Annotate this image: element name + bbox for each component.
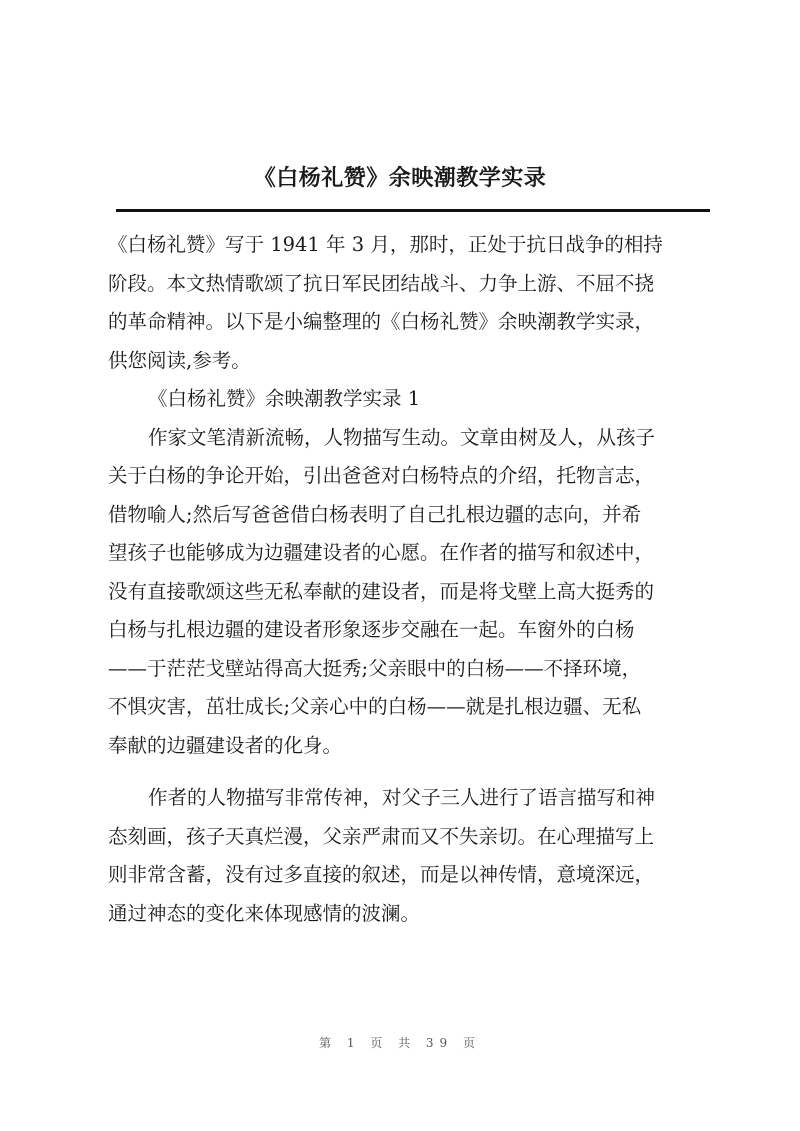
- title-divider: [116, 209, 710, 212]
- text-line: 不惧灾害，茁壮成长;父亲心中的白杨——就是扎根边疆、无私: [108, 695, 642, 718]
- text-line: ——于茫茫戈壁站得高大挺秀;父亲眼中的白杨——不择环境，: [108, 656, 642, 680]
- section-heading: 《白杨礼赞》余映潮教学实录 1: [148, 387, 421, 410]
- text-line: 作家文笔清新流畅，人物描写生动。文章由树及人，从孩子: [148, 425, 656, 449]
- text-line: 关于白杨的争论开始，引出爸爸对白杨特点的介绍，托物言志，: [108, 464, 655, 487]
- text-line: 白杨与扎根边疆的建设者形象逐步交融在一起。车窗外的白杨: [108, 618, 635, 641]
- document-title: 《白杨礼赞》余映潮教学实录: [253, 166, 547, 191]
- text-line: 供您阅读,参考。: [108, 348, 251, 372]
- text-line: 则非常含蓄，没有过多直接的叙述，而是以神传情，意境深远，: [108, 863, 655, 886]
- body-paragraph-2: [108, 779, 712, 933]
- text-line: 阶段。本文热情歌颂了抗日军民团结战斗、力争上游、不屈不挠: [108, 271, 655, 295]
- text-line: 奉献的边疆建设者的化身。: [108, 733, 343, 757]
- text-line: 没有直接歌颂这些无私奉献的建设者，而是将戈壁上高大挺秀的: [108, 579, 655, 603]
- text-line: 作者的人物描写非常传神，对父子三人进行了语言描写和神: [148, 786, 656, 809]
- body-paragraph-1: [108, 419, 712, 766]
- text-line: 望孩子也能够成为边疆建设者的心愿。在作者的描写和叙述中，: [108, 541, 655, 564]
- document-body: [108, 226, 712, 933]
- intro-paragraph: [108, 226, 712, 380]
- text-line: 态刻画，孩子天真烂漫，父亲严肃而又不失亲切。在心理描写上: [108, 824, 655, 848]
- page-number-footer: 第 1 页 共 39 页: [319, 1036, 481, 1050]
- text-line: 的革命精神。以下是小编整理的《白杨礼赞》余映潮教学实录，: [108, 310, 655, 333]
- text-line: 借物喻人;然后写爸爸借白杨表明了自己扎根边疆的志向，并希: [108, 502, 642, 526]
- text-line: 通过神态的变化来体现感情的波澜。: [108, 901, 421, 925]
- text-line: 《白杨礼赞》写于 1941 年 3 月，那时，正处于抗日战争的相持: [108, 233, 663, 256]
